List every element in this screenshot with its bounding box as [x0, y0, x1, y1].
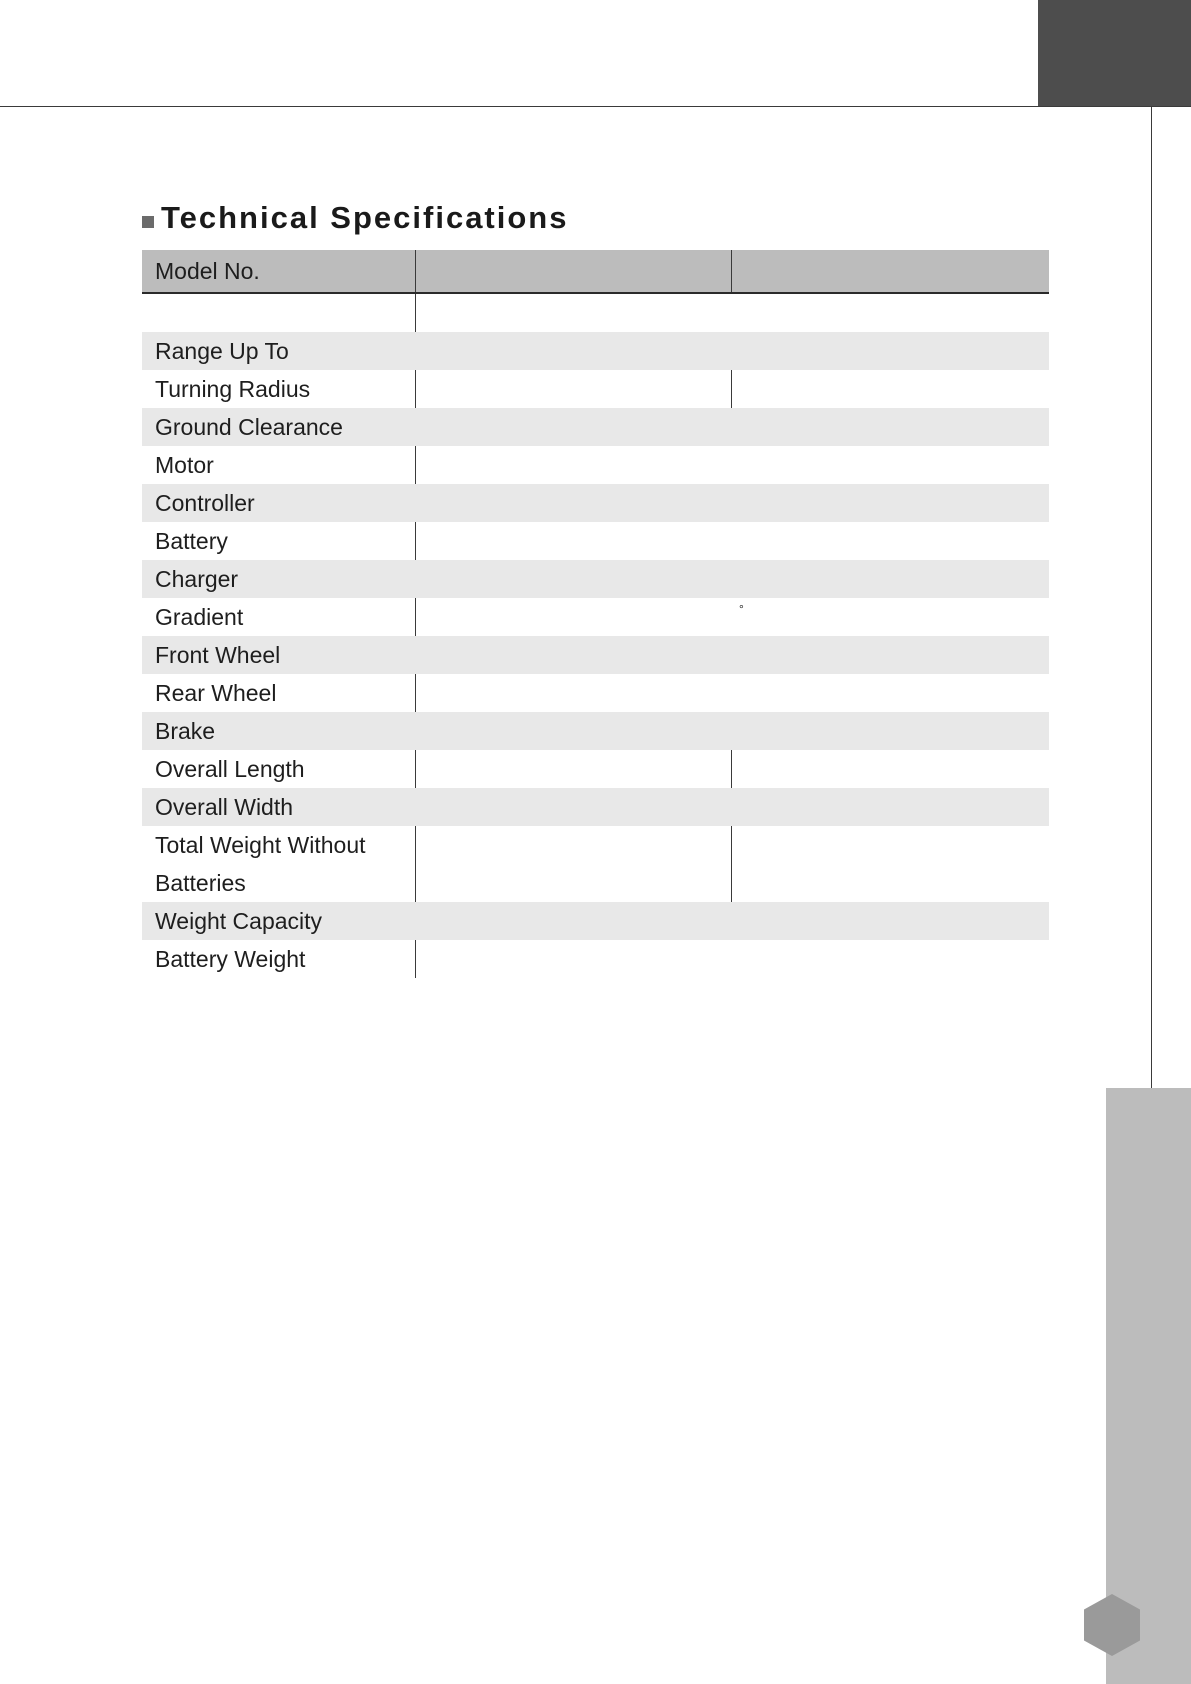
spec-table: [142, 250, 1049, 978]
column-divider: [415, 940, 416, 978]
column-divider: [415, 598, 416, 636]
row-label: Brake: [155, 718, 216, 744]
row-label: Motor: [155, 452, 214, 478]
row-label: Battery Weight: [155, 946, 306, 972]
row-label: Range Up To: [155, 338, 289, 364]
row-label: Overall Width: [155, 794, 294, 820]
header-label: Model No.: [155, 258, 260, 284]
row-label: Charger: [155, 566, 239, 592]
degree-mark: °: [739, 602, 744, 616]
table-row: [142, 408, 1049, 446]
row-label: Overall Length: [155, 756, 305, 782]
table-row: [142, 712, 1049, 750]
header-rule: [0, 106, 1191, 107]
row-label: Gradient: [155, 604, 244, 630]
table-row: [142, 636, 1049, 674]
table-row: [142, 484, 1049, 522]
table-row: [142, 446, 1049, 484]
table-row: [142, 902, 1049, 940]
right-margin-rule: [1151, 106, 1152, 1088]
row-label: Ground Clearance: [155, 414, 343, 440]
table-row: [142, 788, 1049, 826]
row-label: Battery: [155, 528, 228, 554]
column-divider: [415, 522, 416, 560]
table-row: [142, 332, 1049, 370]
table-row: [142, 674, 1049, 712]
corner-header-block: [1038, 0, 1191, 106]
table-row-blank: [142, 294, 1049, 332]
square-bullet-icon: [142, 216, 154, 228]
row-label: Weight Capacity: [155, 908, 323, 934]
row-label: Rear Wheel: [155, 680, 277, 706]
table-row: [142, 598, 1049, 636]
table-header-row: [142, 250, 1049, 294]
column-divider: [415, 370, 416, 408]
row-label: Total Weight Without Batteries: [155, 832, 366, 896]
table-row: [142, 522, 1049, 560]
side-panel: [1106, 1088, 1191, 1684]
row-label: Controller: [155, 490, 255, 516]
column-divider: [415, 674, 416, 712]
page-title: Technical Specifications: [161, 200, 569, 235]
table-row: [142, 940, 1049, 978]
table-row: [142, 826, 1049, 902]
column-divider: [415, 446, 416, 484]
column-divider: [731, 250, 732, 292]
column-divider: [731, 826, 732, 902]
column-divider: [415, 294, 416, 332]
table-row: [142, 370, 1049, 408]
row-label: Turning Radius: [155, 376, 311, 402]
row-label: Front Wheel: [155, 642, 281, 668]
column-divider: [415, 826, 416, 902]
column-divider: [415, 750, 416, 788]
column-divider: [731, 750, 732, 788]
table-row: [142, 750, 1049, 788]
column-divider: [731, 370, 732, 408]
table-row: [142, 560, 1049, 598]
column-divider: [415, 250, 416, 292]
